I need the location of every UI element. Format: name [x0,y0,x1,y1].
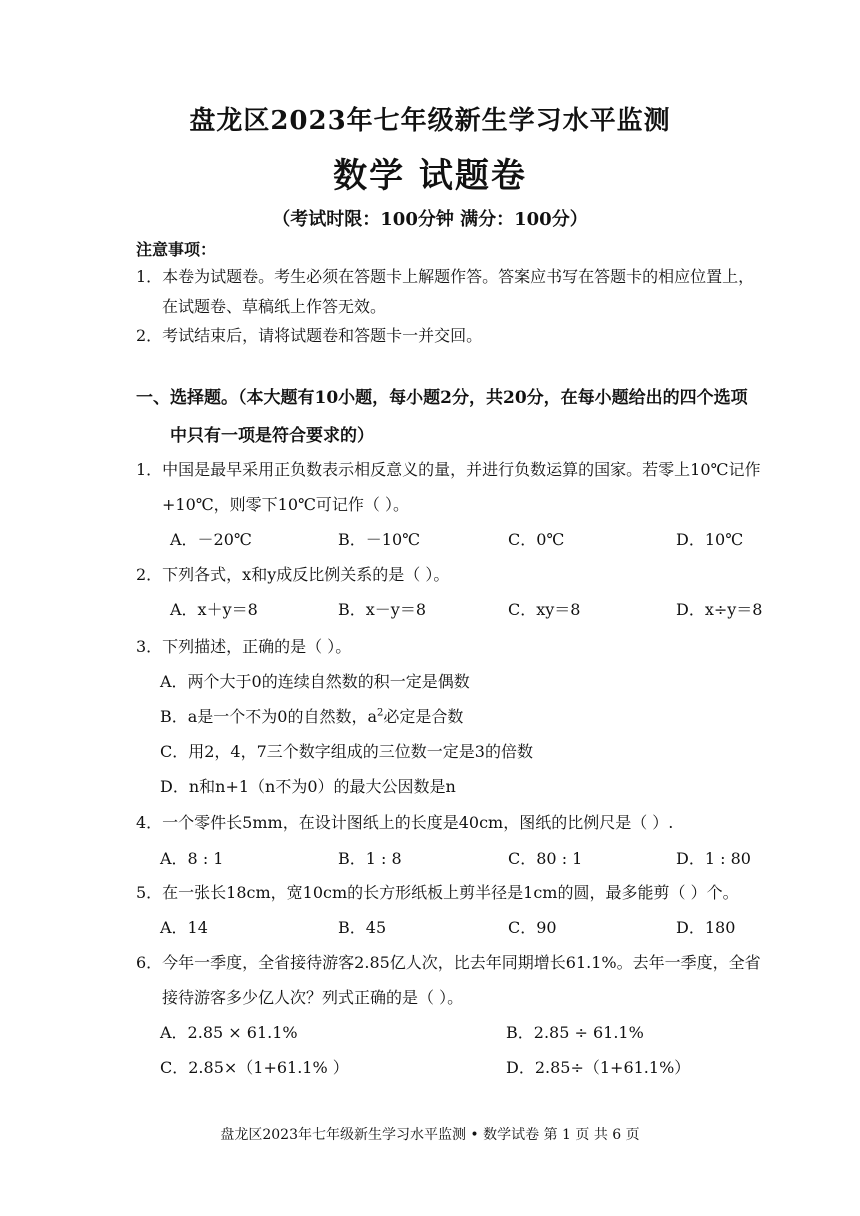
q1-option-d: D．10℃ [676,530,744,549]
question-5: 5．在一张长18cm，宽10cm的长方形纸板上剪半径是1cm的圆，最多能剪（ ）个。 [136,883,739,902]
page-subtitle: 数学 试题卷 [333,156,527,196]
q5-option-c: C．90 [508,918,557,937]
question-2: 2．下列各式，x和y成反比例关系的是（ ）。 [136,565,450,584]
q2-option-c: C．xy＝8 [508,600,581,619]
section-heading-cont: 中只有一项是符合要求的） [170,426,374,446]
question-6: 6．今年一季度，全省接待游客2.85亿人次，比去年同期增长61.1%。去年一季度，全省 [136,953,761,972]
q3-option-c: C．用2，4，7三个数字组成的三位数一定是3的倍数 [160,742,533,761]
page-title: 盘龙区2023年七年级新生学习水平监测 [189,106,671,136]
section-heading: 一、选择题。（本大题有10小题，每小题2分，共20分，在每小题给出的四个选项 [136,388,748,408]
question-1: 1．中国是最早采用正负数表示相反意义的量，并进行负数运算的国家。若零上10℃记作 [136,460,761,479]
q6-option-b: B．2.85 ÷ 61.1% [506,1023,644,1042]
exam-info: （考试时限：100分钟 满分：100分） [272,209,588,230]
q6-option-c: C．2.85×（1+61.1% ） [160,1058,349,1077]
q2-option-b: B．x－y＝8 [338,600,427,619]
q3-option-b: B．a是一个不为0的自然数，$a^2$必定是合数 [160,707,464,726]
q4-option-c: C．80 : 1 [508,849,583,868]
notice-heading: 注意事项： [136,240,217,259]
question-3: 3．下列描述，正确的是（ ）。 [136,637,352,656]
q6-option-d: D．2.85÷（1+61.1%） [506,1058,691,1077]
q3-option-a: A．两个大于0的连续自然数的积一定是偶数 [160,672,470,691]
q5-option-b: B．45 [338,918,387,937]
notice-item-1: 1．本卷为试题卷。考生必须在答题卡上解题作答。答案应书写在答题卡的相应位置上， [136,267,755,286]
q4-option-b: B．1 : 8 [338,849,402,868]
q4-option-d: D．1 : 80 [676,849,751,868]
q6-option-a: A．2.85 × 61.1% [160,1023,298,1042]
question-1-cont: +10℃，则零下10℃可记作（ ）。 [162,495,410,514]
q3-option-d: D．n和n+1（n不为0）的最大公因数是n [160,777,456,796]
notice-item-2: 2．考试结束后，请将试题卷和答题卡一并交回。 [136,326,483,345]
q5-option-a: A．14 [160,918,208,937]
question-4: 4．一个零件长5mm，在设计图纸上的长度是40cm，图纸的比例尺是（ ）. [136,813,674,832]
page-footer: 盘龙区2023年七年级新生学习水平监测 • 数学试卷 第 1 页 共 6 页 [220,1127,640,1143]
q2-option-d: D．x÷y＝8 [676,600,763,619]
q1-option-c: C．0℃ [508,530,565,549]
q1-option-b: B．－10℃ [338,530,421,549]
q1-option-a: A．－20℃ [170,530,252,549]
notice-item-1-cont: 在试题卷、草稿纸上作答无效。 [162,297,387,316]
q5-option-d: D．180 [676,918,736,937]
question-6-cont: 接待游客多少亿人次？列式正确的是（ ）。 [162,988,464,1007]
q2-option-a: A．x＋y＝8 [170,600,258,619]
q4-option-a: A．8 : 1 [160,849,224,868]
